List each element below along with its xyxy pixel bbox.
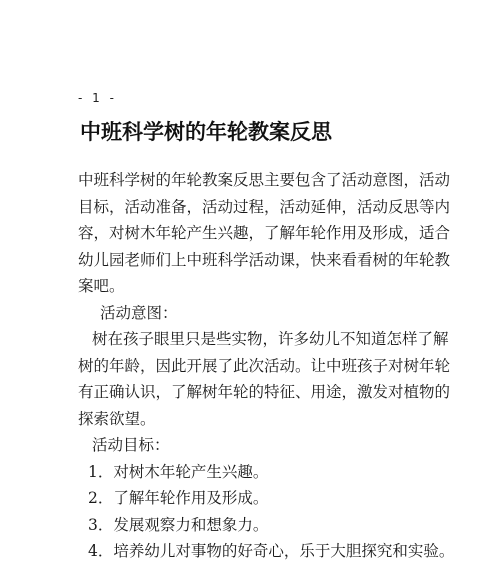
page-number: - 1 - (78, 91, 117, 105)
goal-item: 4．培养幼儿对事物的好奇心，乐于大胆探究和实验。 (88, 542, 455, 560)
document-body (78, 167, 455, 565)
intent-paragraph (78, 326, 451, 432)
goals-list (78, 459, 455, 565)
intent-heading: 活动意图： (100, 303, 178, 322)
intent-line: 有正确认识，了解树年轮的特征、用途，激发对植物的 (78, 383, 451, 401)
intent-line: 树的年龄，因此开展了此次活动。让中班孩子对树年轮 (78, 356, 451, 375)
goal-item: 2．了解年轮作用及形成。 (88, 489, 269, 507)
intent-line: 探索欲望。 (78, 409, 156, 428)
goal-item: 1．对树木年轮产生兴趣。 (88, 462, 269, 481)
intro-line: 幼儿园老师们上中班科学活动课，快来看看树的年轮教 (78, 250, 451, 269)
intro-line: 容，对树木年轮产生兴趣，了解年轮作用及形成，适合 (78, 224, 451, 242)
intent-line: 树在孩子眼里只是些实物，许多幼儿不知道怎样了解 (92, 330, 449, 348)
intro-paragraph (78, 167, 451, 300)
goal-item: 3．发展观察力和想象力。 (88, 515, 269, 534)
intro-line: 目标，活动准备，活动过程，活动延伸，活动反思等内 (78, 197, 451, 216)
intro-line: 案吧。 (78, 277, 125, 295)
goals-heading: 活动目标： (92, 436, 170, 454)
intro-line: 中班科学树的年轮教案反思主要包含了活动意图，活动 (78, 171, 451, 189)
document-title: 中班科学树的年轮教案反思 (80, 119, 332, 144)
